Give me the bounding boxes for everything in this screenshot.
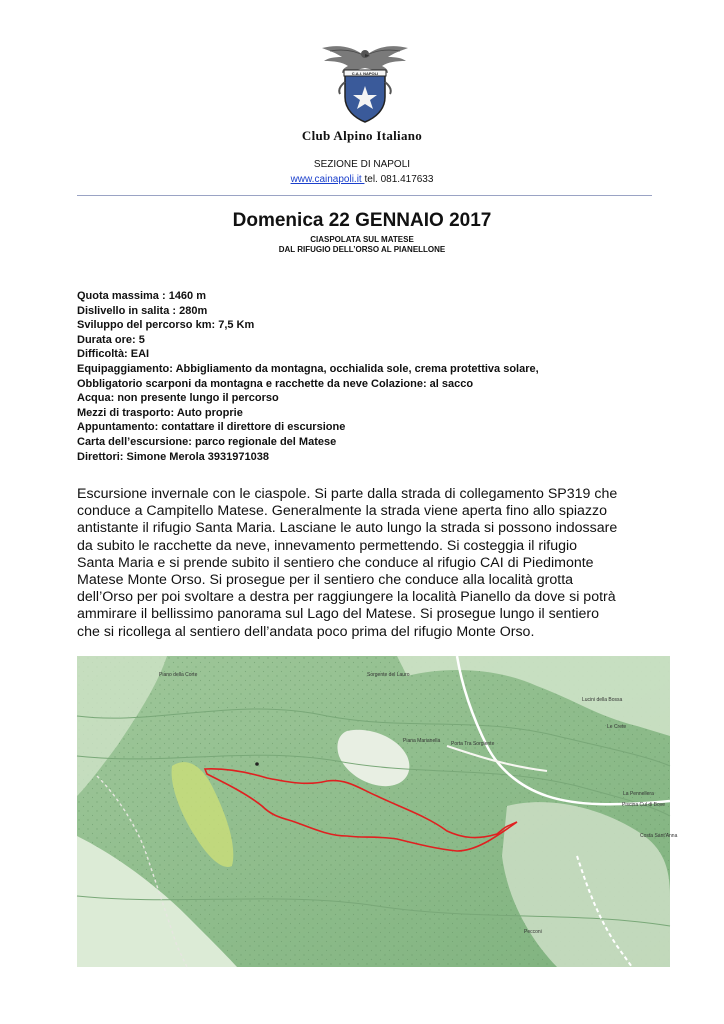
detail-difficulty: Difficoltà: EAI [77, 348, 150, 361]
description-line: antistante il rifugio Santa Maria. Lasciane le auto lungo la strada si possono indossare [77, 520, 618, 537]
cai-eagle-logo-icon [320, 42, 410, 124]
map-label: Lucini della Bossa [582, 697, 623, 703]
club-name: Club Alpino Italiano [301, 128, 423, 143]
description-line: conduce a Campitello Matese. Generalmente la strada viene aperta fino allo spiazzo [77, 503, 607, 520]
map-label: Costa Sant'Anna [640, 833, 678, 839]
description-line: ammirare il bellissimo panorama sul Lago del Matese. Si prosegue lungo il sentiero [77, 606, 600, 623]
detail-directors: Direttori: Simone Merola 3931971038 [77, 450, 269, 463]
phone-text: tel. 081.417633 [364, 174, 434, 185]
map-label: Le Crete [607, 724, 627, 730]
description [77, 486, 657, 641]
header-divider [77, 195, 652, 196]
description-line: dell’Orso per poi svoltare a destra per raggiungere la località Pianello da dove si potrà [77, 589, 616, 606]
description-line: Santa Maria e si prende subito il sentiero che conduce al rifugio CAI di Piedimonte [77, 554, 594, 571]
detail-equipment: Equipaggiamento: Abbigliamento da montagna, occhialida sole, crema protettiva solare, [77, 362, 539, 375]
map-label: Porta Tra Sorgiente [451, 741, 495, 747]
map-label: Pecconi [524, 929, 542, 935]
detail-transport: Mezzi di trasporto: Auto proprie [77, 406, 243, 419]
detail-map: Carta dell’escursione: parco regionale del Matese [77, 435, 337, 448]
detail-altitude: Quota massima : 1460 m [77, 290, 207, 302]
event-subtitle-2: DAL RIFUGIO DELL’ORSO AL PIANELLONE [278, 245, 446, 254]
description-line: Matese Monte Orso. Si prosegue per il sentiero che conduce alla località grotta [77, 572, 574, 589]
logo-text: C.A.I. NAPOLI [351, 71, 379, 76]
description-line: che si ricollega al sentiero dell’andata poco prima del rifugio Monte Orso. [77, 623, 535, 640]
map-label: Piscina Cul di Bove [622, 802, 666, 808]
map-label: Piana Marianella [403, 738, 441, 744]
detail-equipment-2: Obbligatorio scarponi da montagna e racchette da neve Colazione: al sacco [77, 377, 474, 390]
section-name: SEZIONE DI NAPOLI [313, 159, 411, 170]
map-label: Sorgente del Lauro [367, 672, 410, 678]
detail-meeting: Appuntamento: contattare il direttore di escursione [77, 421, 346, 434]
description-line: Escursione invernale con le ciaspole. Si parte dalla strada di collegamento SP319 che [77, 486, 618, 502]
event-title: Domenica 22 GENNAIO 2017 [232, 210, 492, 231]
contact-line [0, 174, 724, 185]
detail-duration: Durata ore: 5 [77, 333, 145, 346]
trip-details [77, 289, 677, 464]
event-subtitle-1: CIASPOLATA SUL MATESE [310, 235, 414, 244]
map-label: Piano della Corte [159, 672, 198, 678]
description-line: da subito le racchette da neve, innevamento permettendo. Si costeggia il rifugio [77, 537, 578, 554]
detail-water: Acqua: non presente lungo il percorso [77, 392, 279, 405]
detail-ascent: Dislivello in salita : 280m [77, 304, 208, 317]
website-link[interactable]: www.cainapoli.it [290, 174, 365, 185]
route-map [77, 656, 678, 967]
map-label: La Pennellera [623, 791, 654, 797]
detail-length: Sviluppo del percorso km: 7,5 Km [77, 319, 255, 332]
